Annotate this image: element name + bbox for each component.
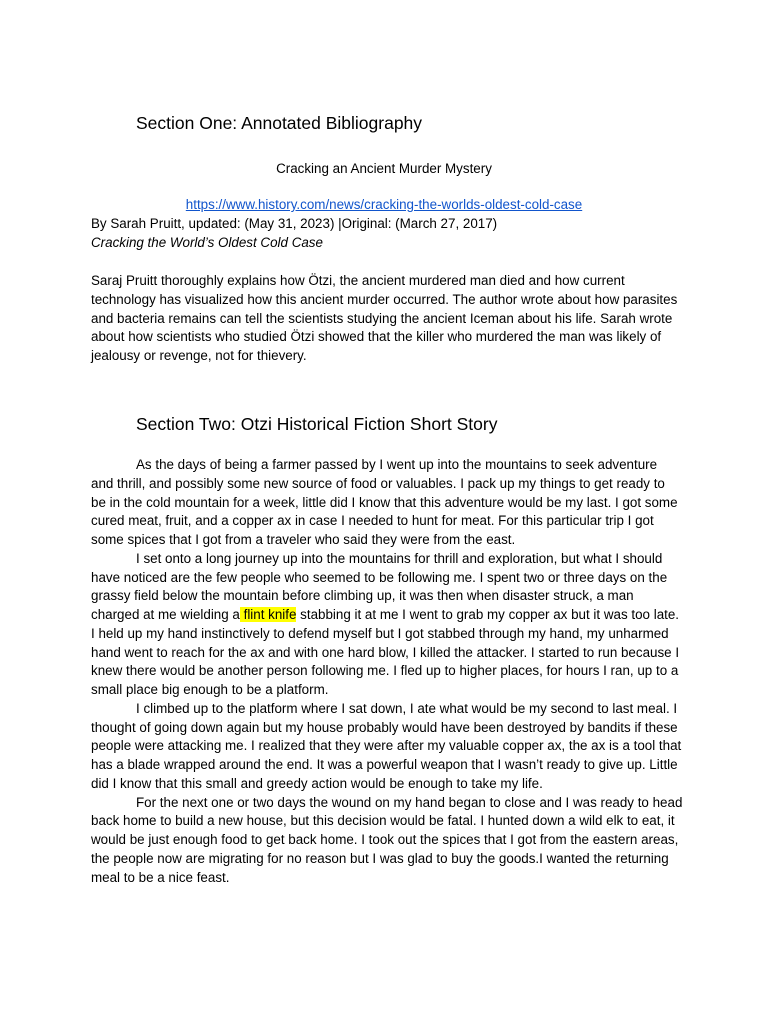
story-paragraph: I climbed up to the platform where I sat down, I ate what would be my second to last meal. I thought of going down again but my house probably would have been destroyed by bandits if these people were attacking me. I realized that they were after my valuable copper ax, the ax is a tool that has a blade wrapped around the end. It was a powerful weapon that I wasn’t ready to give up. Little did I know that this small and greedy action would be enough to take my life. (91, 700, 682, 791)
short-story (91, 456, 683, 887)
story-paragraph: For the next one or two days the wound on my hand began to close and I was ready to head back home to build a new house, but this decision would be fatal. I hunted down a wild elk to eat, it would be just enough food to get back home. I took out the spices that I got from the eastern areas, the people now are migrating for no reason but I was glad to buy the goods.I wanted the returning meal to be a nice feast. (91, 794, 683, 885)
section-two-heading: Section Two: Otzi Historical Fiction Short Story (136, 414, 498, 434)
story-paragraph (91, 550, 683, 700)
story-paragraph: As the days of being a farmer passed by I went up into the mountains to seek adventure and thrill, and possibly some new source of food or valuables. I pack up my things to get ready to be in the cold mountain for a week, little did I know that this adventure would be my last. I got some cured meat, fruit, and a copper ax in case I needed to hunt for meat. For this particular trip I got some spices that I got from a traveler who said they were from the east. (91, 457, 678, 547)
section-one-heading: Section One: Annotated Bibliography (136, 113, 423, 133)
source-title: Cracking the World’s Oldest Cold Case (91, 235, 323, 250)
highlighted-text: flint knife (239, 607, 297, 622)
story-text: stabbing it at me I went to grab my copper ax but it was too late. I held up my hand instinctively to defend myself but I got stabbed through my hand, my unharmed hand went to reach for the ax and with one hard blow, I killed the attacker. I started to run because I knew there would be another person following me. I fled up to higher places, for hours I ran, up to a small place big enough to be a platform. (91, 607, 680, 697)
byline: By Sarah Pruitt, updated: (May 31, 2023) |Original: (March 27, 2017) (91, 216, 498, 231)
article-title: Cracking an Ancient Murder Mystery (276, 161, 492, 176)
source-link[interactable]: https://www.history.com/news/cracking-the-worlds-oldest-cold-case (185, 197, 583, 212)
annotation-summary: Saraj Pruitt thoroughly explains how Ötzi, the ancient murdered man died and how current technology has visualized how this ancient murder occurred. The author wrote about how parasites and bacteria remains can tell the scientists studying the ancient Iceman about his life. Sarah wrote about how scientists who studied Ötzi showed that the killer who murdered the man was likely of jealousy or revenge, not for thievery. (91, 273, 678, 363)
story-text: I set onto a long journey up into the mountains for thrill and exploration, but what I should have noticed are the few people who seemed to be following me. I spent two or three days on the grassy field below the mountain before climbing up, it was then when disaster struck, a man charged at me wielding a (91, 550, 668, 622)
